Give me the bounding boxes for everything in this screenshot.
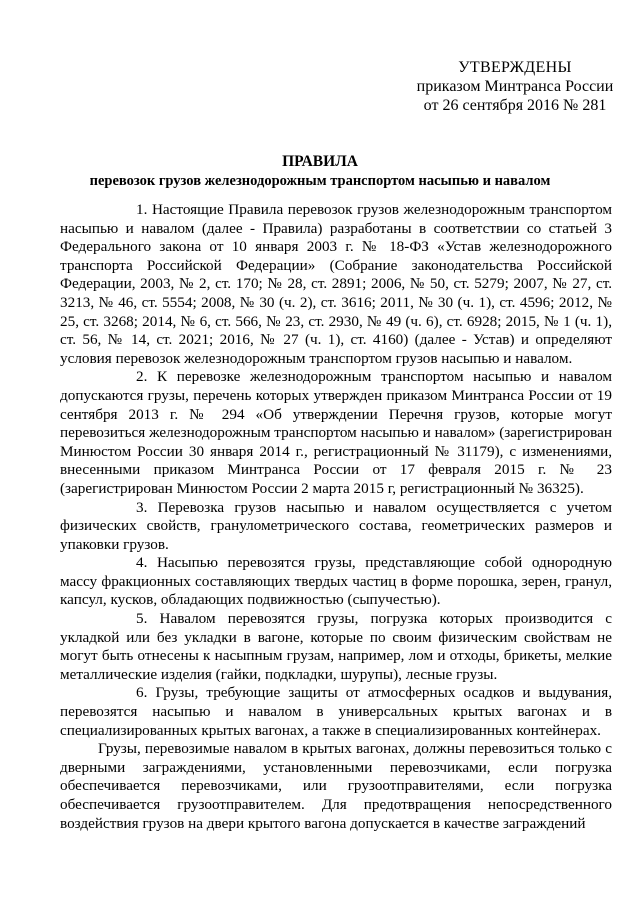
- paragraph-6-continued: [60, 740, 612, 833]
- paragraph-text: Навалом перевозятся грузы, погрузка которых производится с укладкой или без укладки в вагоне, которые по своим физическим свойствам не могут быть отнесены к насыпным грузам, например, лом и отходы, брикеты, мелкие металлические изделия (гайки, подкладки, шурупы), лесные грузы.: [60, 610, 612, 683]
- paragraph-text: Грузы, требующие защиты от атмосферных осадков и выдувания, перевозятся насыпью и навалом в универсальных крытых вагонах и в специализированных крытых вагонах, а также в специализированных контейнерах.: [60, 684, 613, 739]
- paragraph-number: 4.: [136, 554, 148, 572]
- paragraph-number: 3.: [136, 498, 148, 516]
- document-body: [60, 201, 612, 833]
- paragraph-number: 2.: [136, 368, 148, 386]
- approval-order-line: приказом Минтранса России: [416, 78, 614, 95]
- paragraph-text: Насыпью перевозятся грузы, представляющие собой однородную массу фракционных составляющих твердых частиц в форме порошка, зерен, гранул, капсул, кусков, обладающих подвижностью (сыпучестью).: [60, 554, 612, 609]
- paragraph-2: [60, 368, 612, 498]
- paragraph-text: Грузы, перевозимые навалом в крытых вагонах, должны перевозиться только с дверными заграждениями, установленными перевозчиками, если погрузка обеспечивается перевозчиками, или грузоотправителями, если погрузка обеспечивается грузоотправителем. Для предотвращения непосредственного воздействия грузов на двери крытого вагона допускается в качестве заграждений: [60, 740, 612, 832]
- paragraph-text: Перевозка грузов насыпью и навалом осуществляется с учетом физических свойств, гранулометрического состава, геометрических размеров и упаковки грузов.: [60, 498, 612, 553]
- paragraph-text: Настоящие Правила перевозок грузов железнодорожным транспортом насыпью и навалом (далее - Правила) разработаны в соответствии со статьей 3 Федерального закона от 10 января 2003 г. № 18-ФЗ «Устав железнодорожного транспорта Российской Федерации» (Собрание законодательства Российской Федерации, 2003, № 2, ст. 170; № 28, ст. 2891; 2006, № 50, ст. 5279; 2007, № 27, ст. 3213, № 46, ст. 5554; 2008, № 30 (ч. 2), ст. 3616; 2011, № 30 (ч. 1), ст. 4596; 2012, № 25, ст. 3268; 2014, № 6, ст. 566, № 23, ст. 2930, № 49 (ч. 6), ст. 6928; 2015, № 1 (ч. 1), ст. 56, № 14, ст. 2021; 2016, № 27 (ч. 1), ст. 4160) (далее - Устав) и определяют условия перевозок железнодорожным транспортом грузов насыпью и навалом.: [60, 201, 613, 367]
- paragraph-5: [60, 610, 612, 684]
- paragraph-number: 5.: [136, 610, 148, 628]
- paragraph-1: [60, 201, 612, 368]
- document-title: ПРАВИЛА: [282, 153, 358, 170]
- paragraph-number: 6.: [136, 684, 148, 702]
- approval-date-line: от 26 сентября 2016 № 281: [423, 97, 607, 114]
- paragraph-number: 1.: [136, 201, 148, 218]
- paragraph-3: [60, 499, 612, 555]
- approval-title: УТВЕРЖДЕНЫ: [458, 59, 572, 76]
- paragraph-4: [60, 554, 612, 610]
- document-subtitle: перевозок грузов железнодорожным транспортом насыпью и навалом: [89, 173, 551, 189]
- paragraph-6: [60, 684, 612, 740]
- paragraph-text: К перевозке железнодорожным транспортом насыпью и навалом допускаются грузы, перечень которых утвержден приказом Минтранса России от 19 сентября 2013 г. № 294 «Об утверждении Перечня грузов, которые могут перевозиться железнодорожным транспортом насыпью и навалом» (зарегистрирован Минюстом России 30 января 2014 г., регистрационный № 31179), с изменениями, внесенными приказом Минтранса России от 17 февраля 2015 г. № 23 (зарегистрирован Минюстом России 2 марта 2015 г, регистрационный № 36325).: [60, 368, 612, 497]
- approval-stamp: [405, 58, 625, 115]
